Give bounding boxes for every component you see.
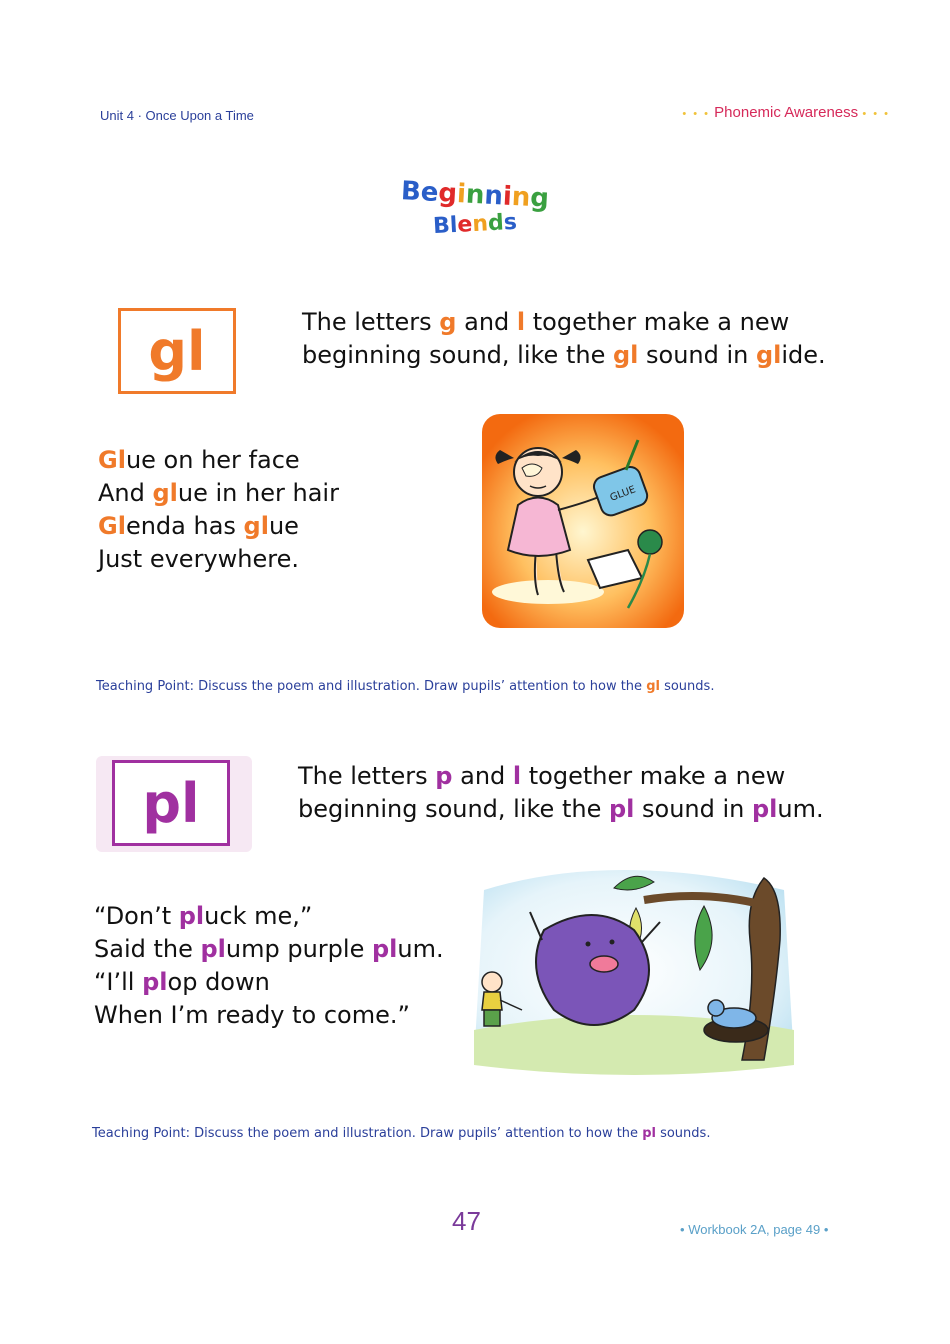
title-letter: g bbox=[437, 178, 458, 210]
poem-text: When I’m ready to come.” bbox=[94, 1001, 410, 1029]
poem-highlight: Gl bbox=[98, 512, 126, 540]
desc-text: The letters bbox=[298, 762, 436, 790]
poem-highlight: gl bbox=[152, 479, 178, 507]
desc-text: and bbox=[456, 308, 517, 336]
bullet-icon: • bbox=[823, 1222, 829, 1237]
workbook-text: Workbook 2A, page 49 bbox=[688, 1222, 821, 1237]
desc-highlight: p bbox=[435, 762, 453, 790]
poem-line bbox=[94, 999, 444, 1032]
desc-text: and bbox=[452, 762, 513, 790]
title-letter: i bbox=[456, 179, 467, 210]
gl-poem bbox=[98, 444, 339, 576]
desc-text: um. bbox=[777, 795, 824, 823]
pl-teaching-point bbox=[92, 1126, 710, 1141]
desc-highlight: gl bbox=[755, 341, 782, 369]
desc-highlight: l bbox=[512, 762, 522, 790]
poem-line bbox=[94, 933, 444, 966]
title-letter: n bbox=[465, 179, 486, 211]
desc-text: sound in bbox=[634, 795, 752, 823]
poem-text: um. bbox=[397, 935, 444, 963]
poem-highlight: gl bbox=[243, 512, 269, 540]
title-letter: s bbox=[503, 209, 518, 236]
poem-line bbox=[94, 900, 444, 933]
glue-girl-illustration bbox=[478, 410, 688, 632]
gl-teaching-point bbox=[96, 679, 714, 694]
desc-text: ide. bbox=[781, 341, 826, 369]
poem-text: op down bbox=[167, 968, 270, 996]
title-letter: e bbox=[420, 177, 440, 209]
teaching-text: sounds. bbox=[659, 679, 715, 694]
title-letter: B bbox=[432, 213, 451, 240]
poem-line bbox=[98, 510, 339, 543]
title-line-2 bbox=[389, 208, 560, 242]
title-letter: g bbox=[529, 182, 550, 214]
desc-highlight: pl bbox=[751, 795, 778, 823]
poem-text: Just everywhere. bbox=[98, 545, 299, 573]
poem-highlight: pl bbox=[200, 935, 226, 963]
gl-description bbox=[302, 306, 862, 372]
teaching-highlight: pl bbox=[642, 1126, 656, 1141]
poem-text: enda has bbox=[125, 512, 244, 540]
poem-text: “Don’t bbox=[94, 902, 179, 930]
title-letter: i bbox=[502, 181, 513, 212]
pl-description bbox=[298, 760, 858, 826]
title-letter: n bbox=[483, 180, 504, 212]
decorative-dots-icon: • • • bbox=[862, 108, 890, 120]
pl-blend-box: pl bbox=[112, 760, 230, 846]
desc-highlight: gl bbox=[612, 341, 639, 369]
title-letter: n bbox=[471, 211, 489, 238]
poem-highlight: pl bbox=[371, 935, 398, 963]
plum-tree-illustration bbox=[464, 860, 804, 1078]
poem-line bbox=[98, 477, 339, 510]
poem-highlight: Gl bbox=[98, 446, 126, 474]
poem-highlight: pl bbox=[178, 902, 205, 930]
decorative-dots-icon: • • • bbox=[682, 108, 710, 120]
section-title: Phonemic Awareness bbox=[714, 104, 859, 121]
desc-text: together make a new beginning sound, like the bbox=[298, 762, 786, 823]
section-header bbox=[682, 104, 890, 121]
poem-text: ue in her hair bbox=[177, 479, 339, 507]
poem-text: And bbox=[98, 479, 153, 507]
page-number: 47 bbox=[452, 1206, 481, 1236]
teaching-highlight: gl bbox=[646, 679, 660, 694]
teaching-text: Teaching Point: Discuss the poem and illustration. Draw pupils’ attention to how the bbox=[92, 1126, 643, 1141]
poem-text: Said the bbox=[94, 935, 201, 963]
poem-text: ue on her face bbox=[125, 446, 300, 474]
desc-text: together make a new beginning sound, like the bbox=[302, 308, 790, 369]
poem-text: ue bbox=[268, 512, 299, 540]
title-letter: l bbox=[449, 212, 459, 239]
poem-text: “I’ll bbox=[94, 968, 143, 996]
title-letter: d bbox=[487, 210, 505, 237]
unit-header: Unit 4 · Once Upon a Time bbox=[100, 108, 254, 123]
teaching-text: Teaching Point: Discuss the poem and illustration. Draw pupils’ attention to how the bbox=[96, 679, 647, 694]
poem-text: ump purple bbox=[225, 935, 372, 963]
poem-line bbox=[98, 444, 339, 477]
workbook-reference bbox=[680, 1222, 828, 1237]
poem-line bbox=[98, 543, 339, 576]
teaching-text: sounds. bbox=[655, 1126, 711, 1141]
desc-highlight: pl bbox=[608, 795, 635, 823]
title-letter: e bbox=[456, 212, 474, 238]
bullet-icon: • bbox=[680, 1222, 685, 1237]
poem-text: uck me,” bbox=[204, 902, 313, 930]
poem-highlight: pl bbox=[142, 968, 168, 996]
jar-label: GLUE bbox=[608, 484, 638, 504]
desc-text: sound in bbox=[638, 341, 756, 369]
pl-poem bbox=[94, 900, 444, 1032]
title-letter: n bbox=[511, 181, 532, 213]
gl-blend-box: gl bbox=[118, 308, 236, 394]
desc-highlight: l bbox=[516, 308, 526, 336]
poem-line bbox=[94, 966, 444, 999]
title-letter: B bbox=[400, 176, 422, 208]
desc-text: The letters bbox=[302, 308, 440, 336]
desc-highlight: g bbox=[439, 308, 457, 336]
page-title bbox=[390, 176, 560, 240]
